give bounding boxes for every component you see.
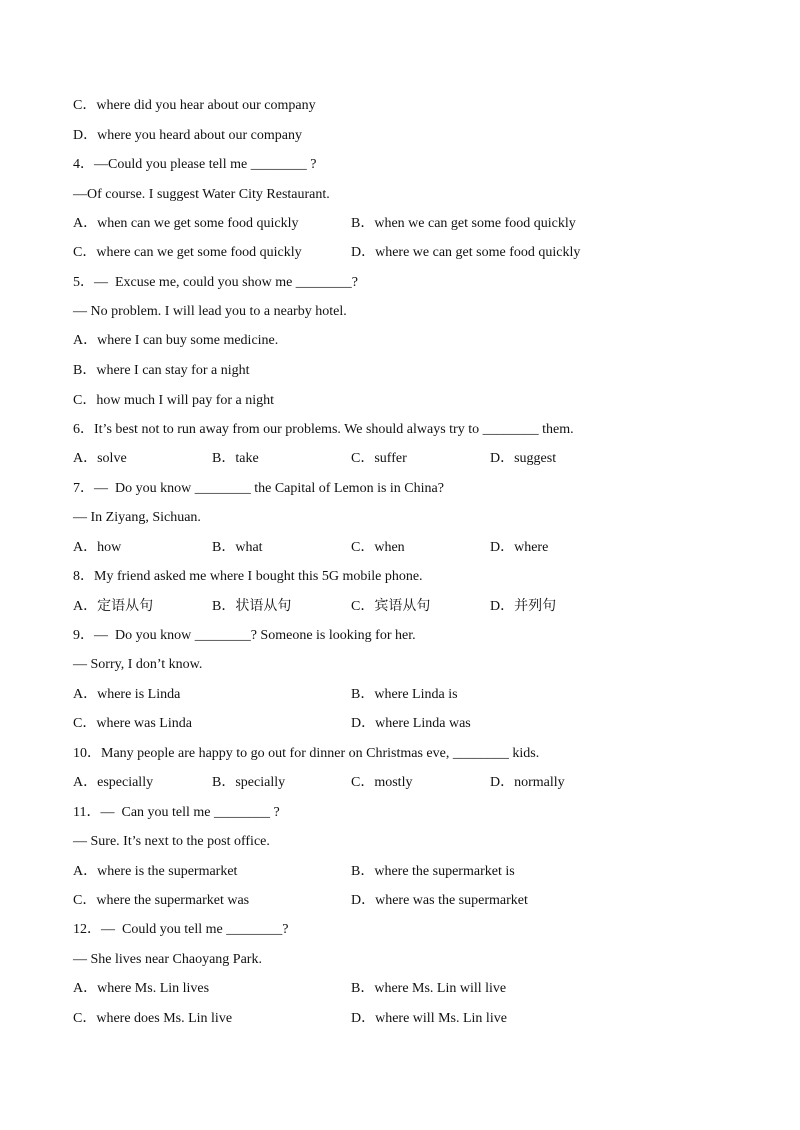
q8-option-b: B．状语从句 (212, 599, 292, 614)
q4-option-b: B．when we can get some food quickly (351, 216, 576, 231)
q8-option-c: C．宾语从句 (351, 599, 431, 614)
q12-option-d: D．where will Ms. Lin live (351, 1011, 507, 1026)
q8-stem: 8．My friend asked me where I bought this 5G mobile phone. (73, 569, 423, 584)
q10-option-c: C．mostly (351, 775, 413, 790)
q12-option-c: C．where does Ms. Lin live (73, 1011, 233, 1026)
q6-option-a: A．solve (73, 451, 127, 466)
q11-option-b: B．where the supermarket is (351, 864, 515, 879)
q11-option-a: A．where is the supermarket (73, 864, 238, 879)
q3-option-c: C．where did you hear about our company (73, 98, 316, 113)
q4-dialogue: —Of course. I suggest Water City Restaurant. (73, 187, 330, 202)
q6-option-d: D．suggest (490, 451, 557, 466)
q4-stem: 4．—Could you please tell me ________ ? (73, 157, 317, 172)
q12-option-b: B．where Ms. Lin will live (351, 981, 507, 996)
q7-option-a: A．how (73, 540, 122, 555)
q9-option-b: B．where Linda is (351, 687, 458, 702)
q10-option-d: D．normally (490, 775, 565, 790)
q6-stem: 6．It’s best not to run away from our problems. We should always try to ________ them. (73, 422, 574, 437)
q11-option-d: D．where was the supermarket (351, 893, 528, 908)
q8-option-d: D．并列句 (490, 599, 557, 614)
q9-option-c: C．where was Linda (73, 716, 192, 731)
q5-option-b: B．where I can stay for a night (73, 363, 250, 378)
q10-stem: 10．Many people are happy to go out for dinner on Christmas eve, ________ kids. (73, 746, 540, 761)
q5-option-a: A．where I can buy some medicine. (73, 333, 279, 348)
q12-dialogue: — She lives near Chaoyang Park. (73, 952, 262, 967)
q9-stem: 9．— Do you know ________? Someone is looking for her. (73, 628, 416, 643)
q10-option-a: A．especially (73, 775, 154, 790)
q4-option-c: C．where can we get some food quickly (73, 245, 302, 260)
q11-stem: 11．— Can you tell me ________ ? (73, 805, 280, 820)
q3-option-d: D．where you heard about our company (73, 128, 302, 143)
q9-dialogue: — Sorry, I don’t know. (73, 657, 203, 672)
q10-option-b: B．specially (212, 775, 286, 790)
q5-option-c: C．how much I will pay for a night (73, 393, 275, 408)
q12-option-a: A．where Ms. Lin lives (73, 981, 210, 996)
q7-option-c: C．when (351, 540, 405, 555)
q11-dialogue: — Sure. It’s next to the post office. (73, 834, 270, 849)
q6-option-b: B．take (212, 451, 259, 466)
q7-option-b: B．what (212, 540, 263, 555)
q4-option-d: D．where we can get some food quickly (351, 245, 581, 260)
q5-stem: 5．— Excuse me, could you show me ________? (73, 275, 359, 290)
q5-dialogue: — No problem. I will lead you to a nearby hotel. (73, 304, 347, 319)
q7-option-d: D．where (490, 540, 549, 555)
q4-option-a: A．when can we get some food quickly (73, 216, 299, 231)
q12-stem: 12．— Could you tell me ________? (73, 922, 289, 937)
q9-option-d: D．where Linda was (351, 716, 471, 731)
q7-dialogue: — In Ziyang, Sichuan. (73, 510, 201, 525)
q6-option-c: C．suffer (351, 451, 407, 466)
q8-option-a: A．定语从句 (73, 599, 154, 614)
q7-stem: 7．— Do you know ________ the Capital of Lemon is in China? (73, 481, 444, 496)
q11-option-c: C．where the supermarket was (73, 893, 250, 908)
q9-option-a: A．where is Linda (73, 687, 181, 702)
